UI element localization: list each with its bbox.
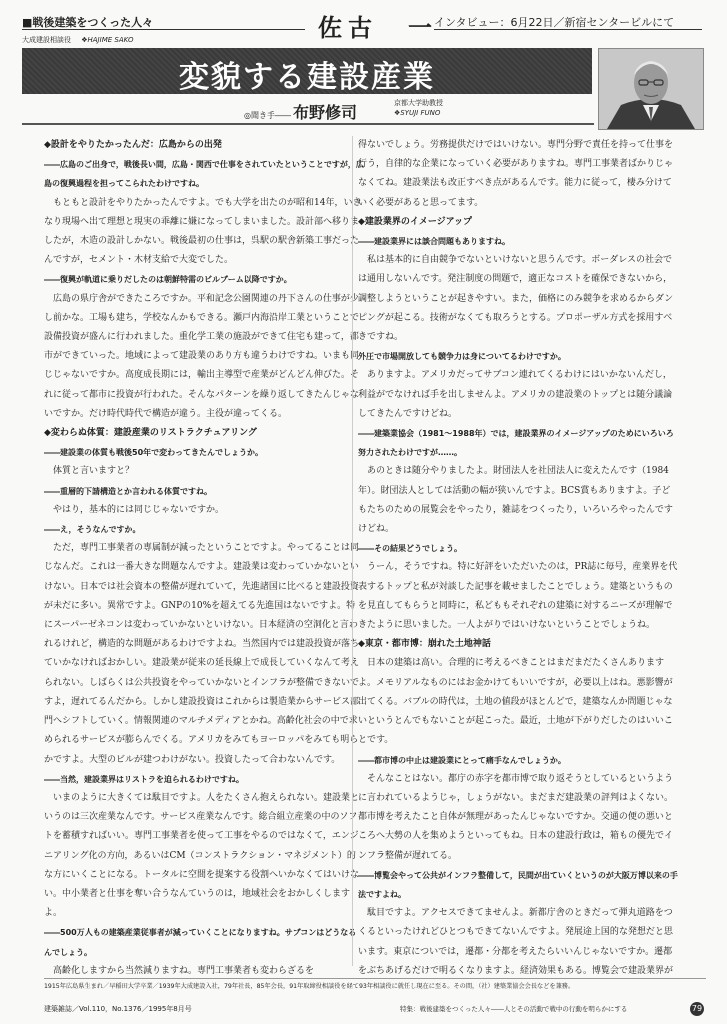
interviewee-portrait [598, 48, 704, 130]
article-title: 変貌する建設産業 [179, 60, 435, 95]
answer-paragraph: いまのように大きくては駄目ですよ。人をたくさん抱えられない。建設業というのは三次産業なんです。サービス産業なんです。総合組立産業の中のソフトを蓄積すればいい。専門工事業者を使って工事をやるのではなくて，エンジニアリング化の方向，あるいはCM（コンストラクション・マネジメント）的な方にいくことになる。トータルに空間を提案する役割へいかなくてはいけない。中小業者と仕事を奪い合うなんていうのは，地域社会をおかしくしますよ。 [44, 792, 360, 919]
interviewer-question: ――500万人もの建築産業従事者が減っていくことになりますね。サブコンはどうなるんでしょう。 [44, 928, 357, 957]
section-heading: ◆東京・都市博：崩れた土地神話 [358, 639, 491, 650]
interviewer-question: ――広島のご出身で，戦後長い間，広島・関西で仕事をされていたということですが，広島の復興過程を担ってこられたわけですね。 [44, 160, 364, 189]
interviewer-question: ――都市博の中止は建設業にとって痛手なんでしょうか。 [358, 755, 566, 765]
interviewer-question: ――建築業協会（1981～1988年）では，建設業界のイメージアップのためにいろいろ努力されたわけですが……。 [358, 429, 674, 458]
title-banner [22, 48, 592, 94]
portrait-image [599, 49, 703, 129]
section-heading: ◆設計をやりたかったんだ：広島からの出発 [44, 140, 222, 150]
interviewer-romanized-name: ❖SYUJI FUNO [394, 109, 441, 117]
answer-paragraph: ただ，専門工事業者の専属制が減ったということですよ。やってることは同じなんだ。これは一番大きな問題なんですよ。建設業は変わっていかないといけない。日本では社会資本の整備が遅れていて，先進諸国に比べると建設投資が未だに多い。異常ですよ。GNPの10%を超えてる先進国はないですよ。特にスーパーゼネコンは変わっていかないといけない。日本経済の空洞化と言われるけれど，構造的な問題があるわけですよね。当然国内では建設投資が落ちていかなければおかしい。建設業が従来の延長線上で成長していくなんて考えられない。しばらくは公共投資をやっていかないとインフラが整備できないですよ，遅れてるんだから。しかし建設投資はこれからは製造業からサービス部門へシフトしていく。情報関連のマルチメディアとかね。高齢化社会の中で求められるサービスが膨らんでくる。アメリカをみてもヨーロッパをみても明らかですよ。大型のビルが建つわけがない。投資したって合わないんです。 [44, 543, 360, 765]
answer-paragraph: 広島の県庁舎ができたころですか。平和記念公園関連の丹下さんの仕事が少し前かな。工場も建ち，学校なんかもできる。瀬戸内海沿岸工業ということで設備投資が盛んに行われました。重化学工業の施設ができて住宅も建って，都市ができていった。地域によって建設業のあり方も違うわけですね。いまも同じじゃないですか。高度成長期には，輸出主導型で産業がどんどん伸びた。それに従って都市に投資が行われた。そんなパターンを繰り返してきたんじゃないですか。だけ時代時代で構造が違う。主役が違ってくる。 [44, 293, 360, 419]
section-heading: ◆建設業界のイメージアップ [358, 216, 473, 227]
answer-paragraph: やはり，基本的には同じじゃないですか。 [53, 504, 225, 515]
interviewer-label: ◎聞き手―― [244, 111, 291, 120]
answer-paragraph: もともと設計をやりたかったんですよ。でも大学を出たのが昭和14年，いきなり現場へ出て理想と現実の乖離に嫌になってしまいました。設計部へ移りましたが，木造の設計しかない。戦後最初の仕事は，呉駅の駅舎新築工事だったんですが，セメント・木材支給で大変でした。 [44, 197, 362, 266]
biography-note: 1915年広島県生まれ／早稲田大学卒業／1939年大成建設入社，79年社長，85年会長，91年取締役相談役を経て93年相談役に就任し現在に至る。その間，（社）建築業協会会長などを兼務。 [44, 983, 575, 990]
interviewee-affiliation: 大成建設相談役 [22, 36, 71, 44]
interviewer-question: ――当然，建設業界はリストラを迫られるわけですね。 [44, 774, 244, 784]
answer-paragraph: うーん，そうですね。特に好評をいただいたのは，PR誌に毎号，産業界を代表するトップと私が対談した記事を載せましたことでしょう。建築というものを見直してもらうと同時に，私どももそれぞれの建築に対するニーズが理解できたように思いました。一人よがりではいけないということでしょうね。 [358, 562, 678, 631]
series-title: ■戦後建築をつくった人々 [22, 16, 154, 29]
interviewer-block [244, 99, 443, 123]
interviewer-question: ――え，そうなんですか。 [44, 525, 141, 535]
interviewee-affiliation-row [22, 35, 142, 45]
interviewee-name: 佐古 一 [318, 14, 438, 42]
footer-rule [44, 978, 706, 979]
interviewer-affiliation: 京都大学助教授 [394, 99, 443, 107]
right-text-column [358, 136, 678, 978]
interviewer-name: 布野修司 [292, 103, 357, 122]
interviewer-affiliation-block [394, 98, 514, 118]
interviewee-romanized-name: ❖HAJIME SAKO [81, 36, 134, 44]
column-divider [352, 136, 353, 966]
interviewer-question: ――博覧会やって公共がインフラ整備して，民間が出ていくというのが大阪万博以来の手法ですよね。 [358, 870, 678, 899]
interviewer-question: 外圧で市場開放しても競争力は身についてるわけですか。 [358, 352, 566, 362]
interviewer-question: ――建設業の体質も戦後50年で変わってきたんでしょうか。 [44, 448, 264, 458]
left-text-column [44, 136, 364, 978]
interview-info: インタビュー：6月22日／新宿センタービルにて [434, 16, 675, 29]
interviewer-question: ――その結果どうでしょう。 [358, 544, 462, 554]
continued-paragraph: 得ないでしょう。労務提供だけではいけない。専門分野で責任を持って仕事を行う，自律的な企業になっていく必要がありますね。専門工事業者ばかりじゃなくてね。建設業法も改正すべき点があるんです。能力に従って，棲み分けていく必要があると思ってます。 [358, 140, 674, 208]
magazine-citation: 建築雑誌／Vol.110，No.1376／1995年8月号 [44, 1005, 192, 1013]
series-rule [22, 29, 305, 30]
answer-paragraph: そんなことはない。都庁の赤字を都市博で取り返そうとしているというように言われているようじゃ，しょうがない。まだまだ建設業の評判はよくない。都市博を考えたこと自体が無理があったんじゃないですか。交通の便の悪いところへ大勢の人を集めようといってもね。日本の建設行政は，箱もの優先でインフラ整備が遅れてる。 [358, 773, 674, 861]
answer-paragraph: 日本の建築は高い。合理的に考えるべきことはまだまだたくさんありますよ。メモリアルなものにはお金かけてもいいですが，必要以上はね。悪影響が出てくる。バブルの時代は，土地の値段がほとんどで，建築なんか問題じゃないというとんでもないことが起こった。最近，土地が下がりだしたのはいいことです。 [358, 658, 673, 746]
answer-paragraph: 私は基本的に自由競争でないといけないと思うんです。ボーダレスの社会では通用しないんです。発注制度の問題で，適正なコストを確保できないから，調整しようということが起きやすい。また，価格にのみ競争を求めるからダンピングが起こる。技術がなくても取ろうとする。プロポーザル方式を採用すべきですね。 [358, 255, 674, 343]
header-rule [22, 123, 594, 125]
answer-paragraph: ありますよ。アメリカだってサブコン連れてくるわけにはいかないんだし，利益がでなければ手を出しませんよ。アメリカの建設業のトップとは随分議論してきたんですけどね。 [358, 370, 673, 419]
answer-paragraph: あのときは随分やりましたよ。財団法人を社団法人に変えたんです（1984年）。財団法人としては活動の幅が狭いんですよ。BCS賞もありますよ。子どもたちのための展覧会をやったり，雑誌をつくったり，いろいろやったんですけどね。 [358, 466, 673, 535]
answer-paragraph: 体質と言いますと？ [53, 466, 135, 477]
answer-paragraph: 高齢化しますから当然減りますね。専門工事業者も変わらざるを [53, 965, 315, 976]
interviewer-question: ――建設業界には談合問題もありますね。 [358, 237, 510, 247]
feature-title: 特集：戦後建築をつくった人々――人とその活動で戦中の行動を明らかにする [400, 1005, 628, 1013]
answer-paragraph: 駄目ですよ。アクセスできてませんよ。新都庁舎のときだって弾丸道路をつくるといったけれどひとつもできてないんですよ。発展途上国的な発想だと思います。東京についでは，遷都・分都を考えたらいいんじゃないですか。遷都をぶちあげるだけで明るくなりますよ。経済効果もある。博覧会で建設業界が [358, 908, 674, 976]
page-number: 79 [690, 1002, 704, 1016]
section-heading: ◆変わらぬ体質：建設産業のリストラクチュアリング [44, 428, 257, 439]
interviewer-question: ――重層的下請構造とか言われる体質ですね。 [44, 486, 212, 496]
interviewer-question: ――復興が軌道に乗りだしたのは朝鮮特需のビルブーム以降ですか。 [44, 275, 292, 285]
interview-rule [434, 29, 702, 30]
